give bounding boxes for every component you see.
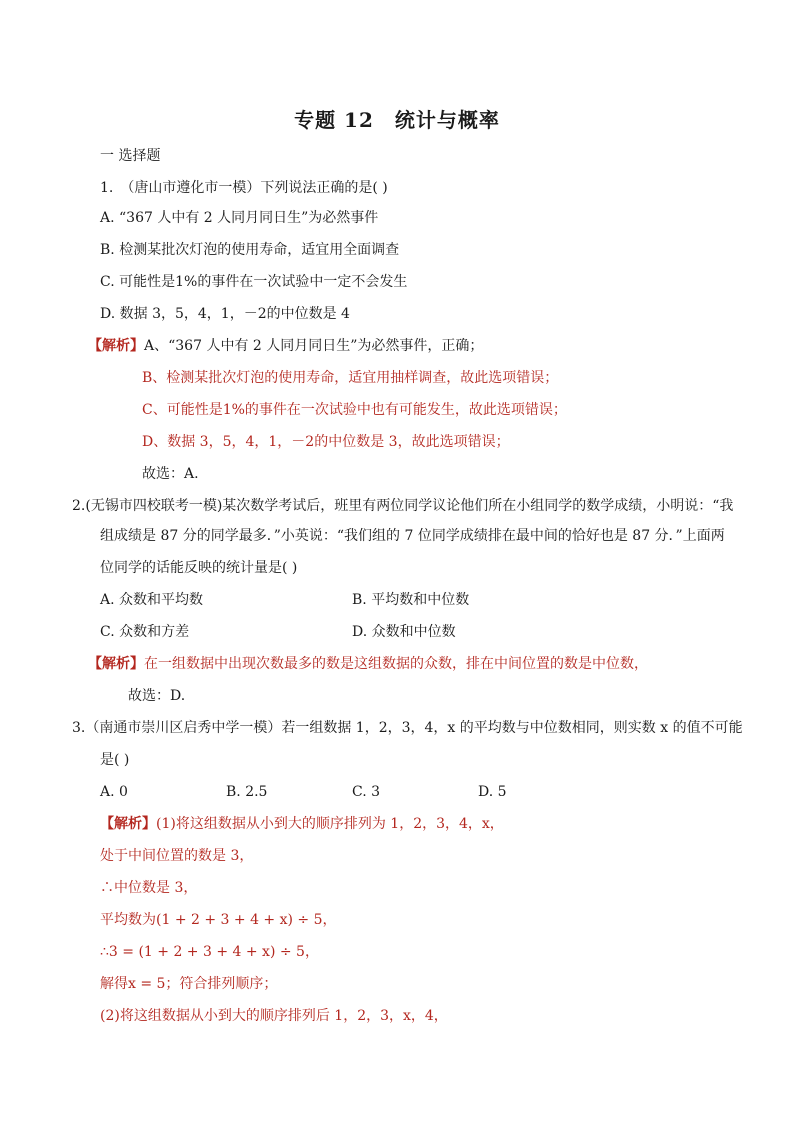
q1-analysis-d: D、数据 3，5，4，1，－2的中位数是 3，故此选项错误； xyxy=(142,434,510,450)
q3-analysis-step-3: ∴中位数是 3， xyxy=(100,880,198,896)
q1-answer: 故选：A. xyxy=(142,466,199,482)
q1-option-a: A. “367 人中有 2 人同月同日生”为必然事件 xyxy=(100,210,379,226)
q3-option-a: A. 0 xyxy=(100,784,128,800)
q3-analysis-line-1 xyxy=(100,814,504,834)
q2-analysis-label: 【解析】 xyxy=(88,656,144,672)
q2-option-d: D. 众数和中位数 xyxy=(352,624,456,640)
q3-stem-line-1: 3.（南通市崇川区启秀中学一模）若一组数据 1，2，3，4，x 的平均数与中位数相同，则实数 x 的值不可能 xyxy=(72,720,743,736)
page-title: 专题 12 统计与概率 xyxy=(294,108,500,132)
q1-analysis-label: 【解析】 xyxy=(88,338,144,354)
q1-option-b: B. 检测某批次灯泡的使用寿命，适宜用全面调查 xyxy=(100,242,400,258)
q3-analysis-step-4: 平均数为(1 + 2 + 3 + 4 + x) ÷ 5， xyxy=(100,912,337,928)
q2-stem-line-1: 2.(无锡市四校联考一模)某次数学考试后，班里有两位同学议论他们所在小组同学的数学成绩，小明说：“我 xyxy=(72,498,734,514)
q1-analysis-line-1 xyxy=(88,336,483,356)
q1-analysis-a: A、“367 人中有 2 人同月同日生”为必然事件，正确； xyxy=(144,338,484,354)
q3-analysis-step-6: 解得x = 5；符合排列顺序； xyxy=(100,976,278,992)
q2-stem-line-3: 位同学的话能反映的统计量是( ) xyxy=(100,560,298,576)
q3-analysis-step-1: (1)将这组数据从小到大的顺序排列为 1，2，3，4，x， xyxy=(156,816,504,832)
q1-analysis-c: C、可能性是1%的事件在一次试验中也有可能发生，故此选项错误； xyxy=(142,402,567,418)
q2-analysis-text: 在一组数据中出现次数最多的数是这组数据的众数，排在中间位置的数是中位数， xyxy=(144,656,648,672)
q2-option-b: B. 平均数和中位数 xyxy=(352,592,470,608)
q2-stem-line-2: 组成绩是 87 分的同学最多．”小英说：“我们组的 7 位同学成绩排在最中间的恰好也是 87 分．”上面两 xyxy=(100,528,725,544)
q3-option-b: B. 2.5 xyxy=(226,784,268,800)
q3-analysis-label: 【解析】 xyxy=(100,816,156,832)
section-heading: 一 选择题 xyxy=(100,148,161,164)
q1-analysis-b: B、检测某批次灯泡的使用寿命，适宜用抽样调查，故此选项错误； xyxy=(142,370,559,386)
q3-option-d: D. 5 xyxy=(478,784,507,800)
q3-option-c: C. 3 xyxy=(352,784,381,800)
q3-analysis-step-7: (2)将这组数据从小到大的顺序排列后 1，2，3，x，4， xyxy=(100,1008,448,1024)
q3-stem-line-2: 是( ) xyxy=(100,752,130,768)
q3-analysis-step-5: ∴3 = (1 + 2 + 3 + 4 + x) ÷ 5， xyxy=(100,944,319,960)
q2-option-c: C. 众数和方差 xyxy=(100,624,190,640)
q1-stem: 1. （唐山市遵化市一模）下列说法正确的是( ) xyxy=(100,180,388,196)
q2-analysis xyxy=(88,654,648,674)
q2-answer: 故选：D. xyxy=(128,688,186,704)
q2-option-a: A. 众数和平均数 xyxy=(100,592,204,608)
q1-option-d: D. 数据 3，5，4，1，－2的中位数是 4 xyxy=(100,306,350,322)
q1-option-c: C. 可能性是1%的事件在一次试验中一定不会发生 xyxy=(100,274,408,290)
q3-analysis-step-2: 处于中间位置的数是 3， xyxy=(100,848,254,864)
